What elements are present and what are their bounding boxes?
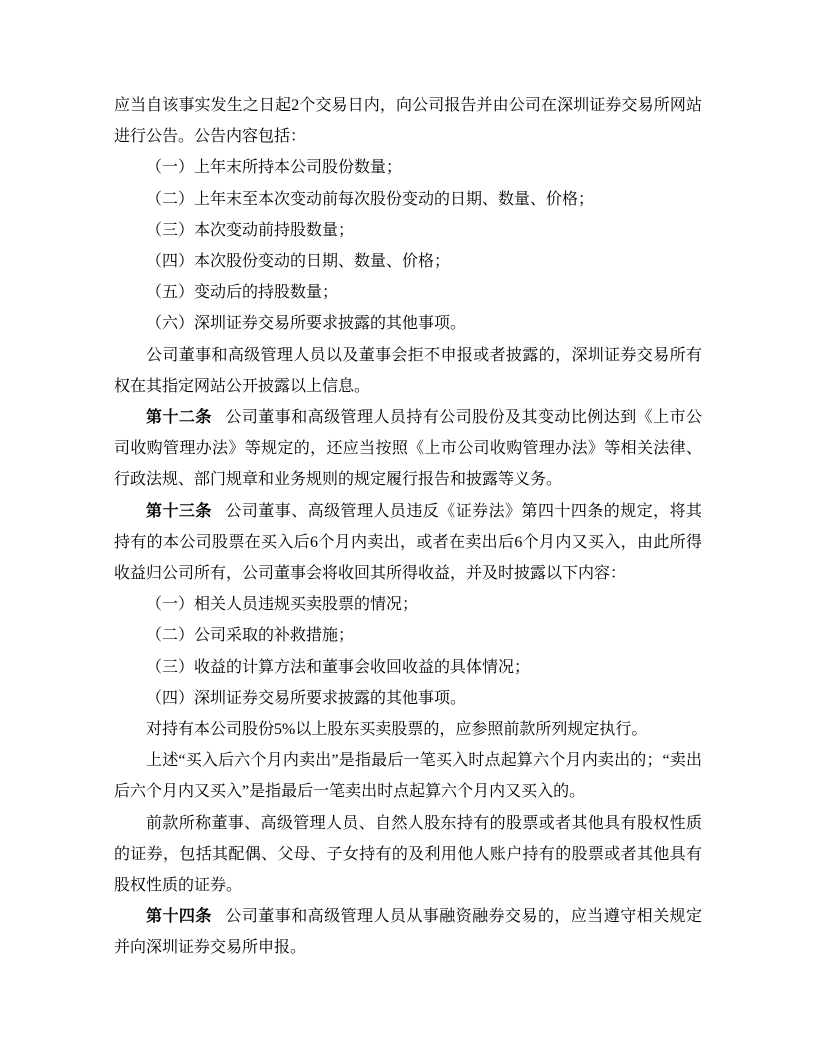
article-number: 第十二条 (146, 409, 212, 427)
document-paragraph (114, 808, 702, 902)
list-item (114, 308, 702, 339)
list-item (114, 152, 702, 183)
article-paragraph (114, 496, 702, 590)
article-paragraph (114, 901, 702, 963)
paragraph-text: （二）公司采取的补救措施； (146, 627, 355, 645)
article-number: 第十四条 (146, 908, 212, 926)
paragraph-text: 对持有本公司股份5%以上股东买卖股票的，应参照前款所列规定执行。 (146, 721, 648, 739)
document-paragraph (114, 745, 702, 807)
document-paragraph (114, 340, 702, 402)
list-item (114, 683, 702, 714)
paragraph-text: 前款所称董事、高级管理人员、自然人股东持有的股票或者其他具有股权性质的证券，包括其配偶、父母、子女持有的及利用他人账户持有的股票或者其他具有股权性质的证券。 (114, 814, 702, 895)
paragraph-text: 公司董事和高级管理人员以及董事会拒不申报或者披露的，深圳证券交易所有权在其指定网站公开披露以上信息。 (114, 346, 702, 395)
paragraph-text: （四）本次股份变动的日期、数量、价格； (146, 253, 451, 271)
paragraph-text: （一）上年末所持本公司股份数量； (146, 159, 403, 177)
document-content (114, 90, 702, 964)
list-item (114, 589, 702, 620)
article-paragraph (114, 402, 702, 496)
paragraph-text: （四）深圳证券交易所要求披露的其他事项。 (146, 689, 467, 707)
paragraph-text: 应当自该事实发生之日起2个交易日内，向公司报告并由公司在深圳证券交易所网站进行公告。公告内容包括： (114, 97, 702, 146)
paragraph-text: 公司董事、高级管理人员违反《证券法》第四十四条的规定，将其持有的本公司股票在买入后6个月内卖出，或者在卖出后6个月内又买入，由此所得收益归公司所有，公司董事会将收回其所得收益，并及时披露以下内容： (114, 502, 702, 583)
list-item (114, 215, 702, 246)
paragraph-text: （三）本次变动前持股数量； (146, 221, 355, 239)
document-paragraph (114, 90, 702, 152)
paragraph-text: 公司董事和高级管理人员从事融资融券交易的，应当遵守相关规定并向深圳证券交易所申报。 (114, 908, 702, 957)
document-paragraph (114, 714, 702, 745)
list-item (114, 652, 702, 683)
list-item (114, 620, 702, 651)
article-number: 第十三条 (146, 502, 212, 520)
paragraph-text: 上述“买入后六个月内卖出”是指最后一笔买入时点起算六个月内卖出的；“卖出后六个月内又买入”是指最后一笔卖出时点起算六个月内又买入的。 (114, 752, 702, 801)
paragraph-text: 公司董事和高级管理人员持有公司股份及其变动比例达到《上市公司收购管理办法》等规定的，还应当按照《上市公司收购管理办法》等相关法律、行政法规、部门规章和业务规则的规定履行报告和披露等义务。 (114, 409, 702, 489)
list-item (114, 246, 702, 277)
list-item (114, 184, 702, 215)
paragraph-text: （二）上年末至本次变动前每次股份变动的日期、数量、价格； (146, 190, 595, 208)
list-item (114, 277, 702, 308)
paragraph-text: （一）相关人员违规买卖股票的情况； (146, 596, 419, 614)
paragraph-text: （三）收益的计算方法和董事会收回收益的具体情况； (146, 658, 531, 676)
paragraph-text: （五）变动后的持股数量； (146, 284, 339, 302)
paragraph-text: （六）深圳证券交易所要求披露的其他事项。 (146, 315, 467, 333)
